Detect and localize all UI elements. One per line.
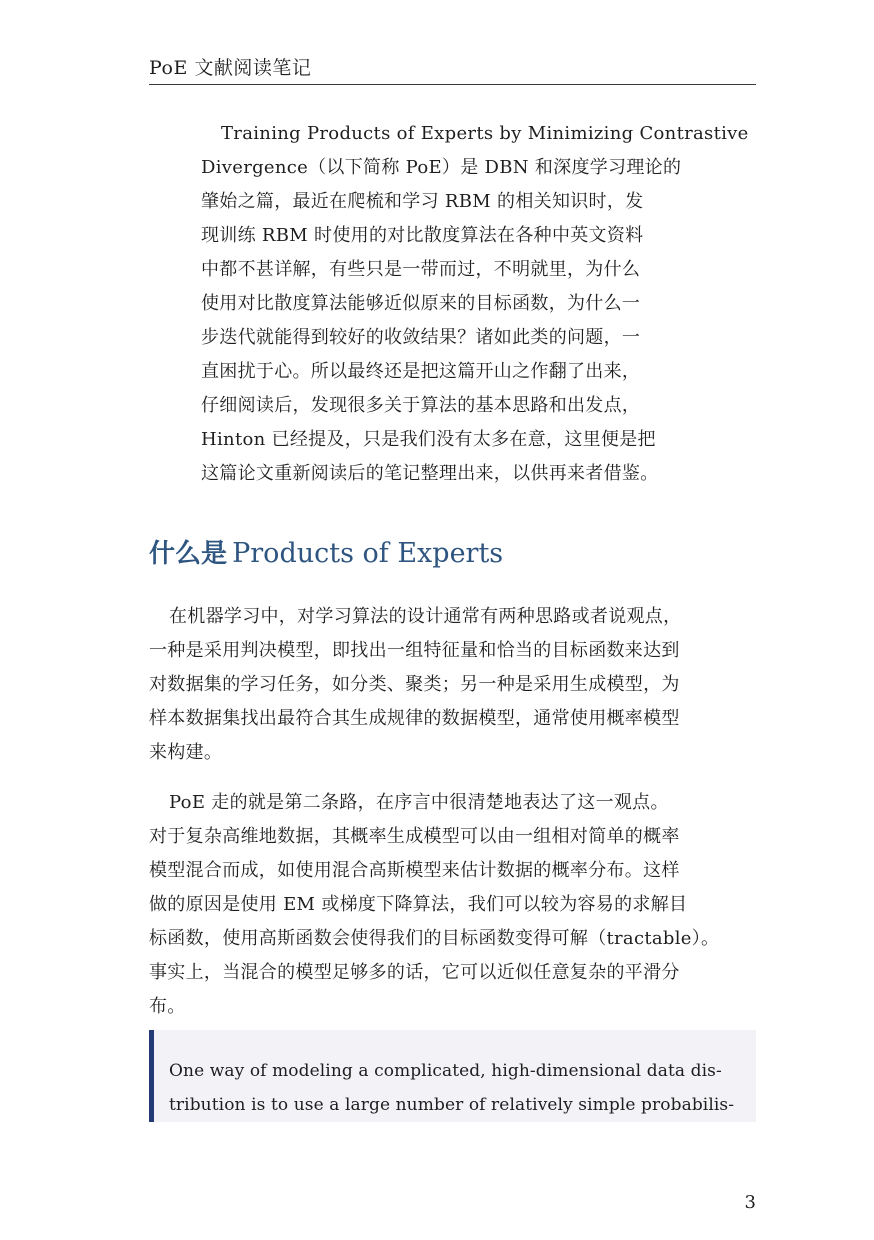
- block-quote: [149, 1030, 756, 1122]
- paragraph-line: 样本数据集找出最符合其生成规律的数据模型，通常使用概率模型: [149, 708, 680, 729]
- intro-paragraph: [201, 117, 749, 491]
- paragraph-line: 事实上，当混合的模型足够多的话，它可以近似任意复杂的平滑分: [149, 962, 680, 983]
- paragraph-line: 做的原因是使用 EM 或梯度下降算法，我们可以较为容易的求解目: [149, 894, 688, 915]
- section-heading-cjk: 什么是: [149, 539, 228, 569]
- intro-line: 使用对比散度算法能够近似原来的目标函数，为什么一: [201, 293, 641, 314]
- running-title: PoE 文献阅读笔记: [149, 57, 312, 79]
- paragraph-line: PoE 走的就是第二条路，在序言中很清楚地表达了这一观点。: [169, 792, 669, 813]
- intro-line: Training Products of Experts by Minimizing Contrastive: [221, 123, 749, 144]
- intro-line: 现训练 RBM 时使用的对比散度算法在各种中英文资料: [201, 225, 644, 246]
- intro-line: 中都不甚详解，有些只是一带而过，不明就里，为什么: [201, 259, 641, 280]
- paragraph-line: 对数据集的学习任务，如分类、聚类；另一种是采用生成模型，为: [149, 674, 680, 695]
- paragraph-line: 来构建。: [149, 742, 223, 763]
- intro-line: 这篇论文重新阅读后的笔记整理出来，以供再来者借鉴。: [201, 463, 659, 484]
- section-paragraph-2: [149, 786, 756, 1024]
- paragraph-line: 模型混合而成，如使用混合高斯模型来估计数据的概率分布。这样: [149, 860, 680, 881]
- section-heading-latin: Products of Experts: [232, 538, 504, 569]
- paragraph-line: 标函数，使用高斯函数会使得我们的目标函数变得可解（tractable）。: [149, 928, 720, 949]
- paragraph-line: 一种是采用判决模型，即找出一组特征量和恰当的目标函数来达到: [149, 640, 680, 661]
- section-paragraph-1: [149, 600, 756, 770]
- quote-line: One way of modeling a complicated, high-dimensional data dis-: [169, 1061, 722, 1081]
- intro-line: 仔细阅读后，发现很多关于算法的基本思路和出发点，: [201, 395, 641, 416]
- intro-line: Divergence（以下简称 PoE）是 DBN 和深度学习理论的: [201, 157, 682, 178]
- paragraph-line: 布。: [149, 996, 186, 1017]
- intro-line: 步迭代就能得到较好的收敛结果？诸如此类的问题，一: [201, 327, 641, 348]
- page-number: 3: [744, 1192, 756, 1213]
- intro-line: Hinton 已经提及，只是我们没有太多在意，这里便是把: [201, 429, 656, 450]
- intro-line: 肇始之篇，最近在爬梳和学习 RBM 的相关知识时，发: [201, 191, 644, 212]
- quote-line: tribution is to use a large number of relatively simple probabilis-: [169, 1095, 735, 1115]
- running-head: [149, 56, 756, 85]
- paragraph-line: 对于复杂高维地数据，其概率生成模型可以由一组相对简单的概率: [149, 826, 680, 847]
- section-heading: [149, 534, 756, 574]
- paragraph-line: 在机器学习中，对学习算法的设计通常有两种思路或者说观点，: [169, 606, 682, 627]
- intro-line: 直困扰于心。所以最终还是把这篇开山之作翻了出来，: [201, 361, 641, 382]
